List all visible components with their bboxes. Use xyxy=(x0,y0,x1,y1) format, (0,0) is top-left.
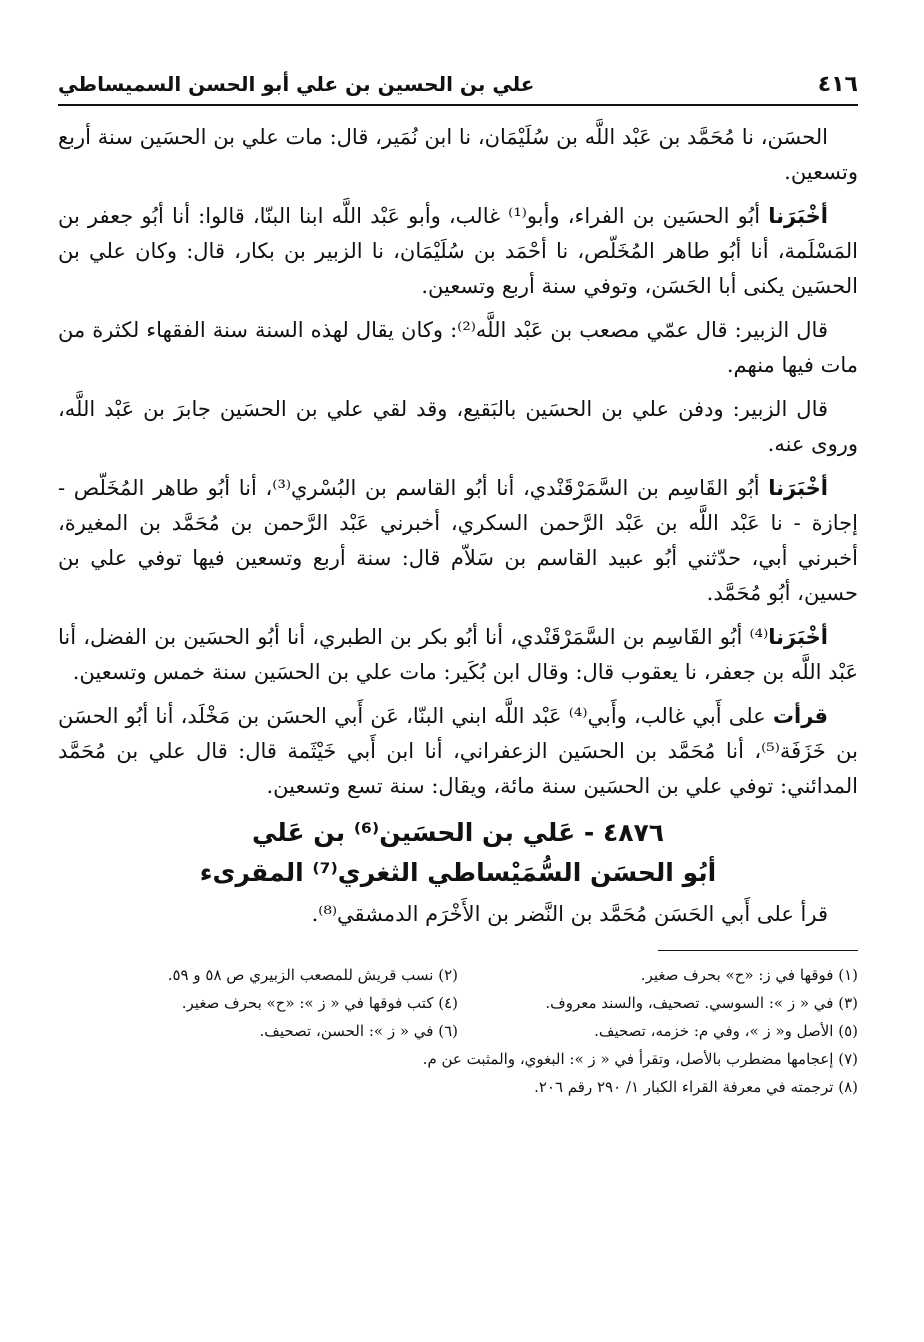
entry-heading-line: أبُو الحسَن السُّمَيْساطي الثغري⁽⁷⁾ المقرىء xyxy=(199,858,717,887)
footnote-row xyxy=(58,1017,858,1045)
running-header xyxy=(58,60,858,106)
paragraph-text: على أَبي غالب، وأَبي⁽⁴⁾ عَبْد اللَّه ابني البنّا، عَن أَبي الحسَن بن مَخْلَد، أنا أبُو الحسَن بن خَزَفَة⁽⁵⁾، أنا مُحَمَّد بن الحسَين الزعفراني، أنا ابن أَبي خَيْثَمة قال: قال علي بن مُحَمَّد المدائني: توفي علي بن الحسَين سنة مائة، ويقال: سنة تسع وتسعين. xyxy=(58,704,858,798)
footnote-row xyxy=(58,989,858,1017)
paragraph-text: أبُو الحسَين بن الفراء، وأبو⁽¹⁾ غالب، وأبو عَبْد اللَّه ابنا البنّا، قالوا: أنا أبُو جعفر بن المَسْلَمة، أنا أبُو طاهر المُخَلّص، نا أحْمَد بن سُلَيْمَان، نا الزبير بن بكار، قال: وكان علي بن الحسَين يكنى أبا الحَسَن، وتوفي سنة أربع وتسعين. xyxy=(58,204,858,298)
entry-heading-line: ٤٨٧٦ - عَلي بن الحسَين⁽⁶⁾ بن عَلي xyxy=(251,818,665,847)
running-title: علي بن الحسين بن علي أبو الحسن السميساطي xyxy=(58,72,535,96)
footnote: (٢) نسب قريش للمصعب الزبيري ص ٥٨ و ٥٩. xyxy=(167,966,458,984)
footnote-row xyxy=(58,961,858,989)
paragraph xyxy=(58,392,858,462)
footnote: (٤) كتب فوقها في « ز »: «ح» بحرف صغير. xyxy=(181,994,458,1012)
paragraph-lead: أخْبَرَنا xyxy=(768,204,828,228)
paragraph xyxy=(58,313,858,383)
footnotes xyxy=(58,961,858,1101)
paragraph-text: قرأ على أَبي الحَسَن مُحَمَّد بن النَّضر بن الأَخْرَم الدمشقي⁽⁸⁾. xyxy=(311,902,828,926)
paragraph-text: ⁽⁴⁾ أبُو القَاسِم بن السَّمَرْقَنْدي، أنا أبُو بكر بن الطبري، أنا أبُو الحسَين بن الفضل، أنا عَبْد اللَّه بن جعفر، نا يعقوب قال: وقال ابن بُكَير: مات علي بن الحسَين سنة خمس وتسعين. xyxy=(58,625,858,684)
footnote: (٦) في « ز »: الحسن، تصحيف. xyxy=(259,1022,458,1040)
paragraph-text: أبُو القَاسِم بن السَّمَرْقَنْدي، أنا أبُو القاسم بن البُسْري⁽³⁾، أنا أبُو طاهر المُخَلّص - إجازة - نا عَبْد اللَّه بن عَبْد الرَّحمن السكري، أخبرني عَبْد الرَّحمن بن مُحَمَّد بن المغيرة، أخبرني أبي، حدّثني أبُو عبيد القاسم بن سَلاّم قال: سنة أربع وتسعين فيها توفي علي بن حسين، أبُو مُحَمَّد. xyxy=(58,476,858,605)
footnote: (١) فوقها في ز: «ح» بحرف صغير. xyxy=(640,966,858,984)
paragraph xyxy=(58,120,858,190)
body-text xyxy=(58,120,858,932)
paragraph xyxy=(58,699,858,804)
footnote: (٣) في « ز »: السوسي. تصحيف، والسند معروف. xyxy=(545,994,858,1012)
footnote-row xyxy=(58,1045,858,1073)
footnote: (٨) ترجمته في معرفة القراء الكبار ١/ ٢٩٠ رقم ٢٠٦. xyxy=(534,1078,858,1096)
document-page xyxy=(58,60,858,1320)
footnote-divider xyxy=(658,950,858,951)
footnote: (٧) إعجامها مضطرب بالأصل، وتقرأ في « ز »: البغوي، والمثبت عن م. xyxy=(422,1050,858,1068)
paragraph-text: قال الزبير: ودفن علي بن الحسَين بالبَقيع، وقد لقي علي بن الحسَين جابرَ بن عَبْد اللَّه، وروى عنه. xyxy=(58,397,858,456)
paragraph-lead: أخْبَرَنا xyxy=(768,625,828,649)
paragraph-text: قال الزبير: قال عمّي مصعب بن عَبْد اللَّه⁽²⁾: وكان يقال لهذه السنة سنة الفقهاء لكثرة من مات فيها منهم. xyxy=(58,318,858,377)
paragraph xyxy=(58,620,858,690)
paragraph xyxy=(58,897,858,932)
footnote-row xyxy=(58,1073,858,1101)
footnote: (٥) الأصل و« ز »، وفي م: خزمه، تصحيف. xyxy=(594,1022,858,1040)
entry-heading xyxy=(58,813,858,893)
paragraph-lead: أخْبَرَنا xyxy=(768,476,828,500)
paragraph-text: الحسَن، نا مُحَمَّد بن عَبْد اللَّه بن سُلَيْمَان، نا ابن نُمَير، قال: مات علي بن الحسَين سنة أربع وتسعين. xyxy=(58,125,858,184)
paragraph xyxy=(58,471,858,611)
paragraph xyxy=(58,199,858,304)
paragraph-lead: قرأت xyxy=(772,704,829,728)
page-number: ٤١٦ xyxy=(817,72,858,97)
